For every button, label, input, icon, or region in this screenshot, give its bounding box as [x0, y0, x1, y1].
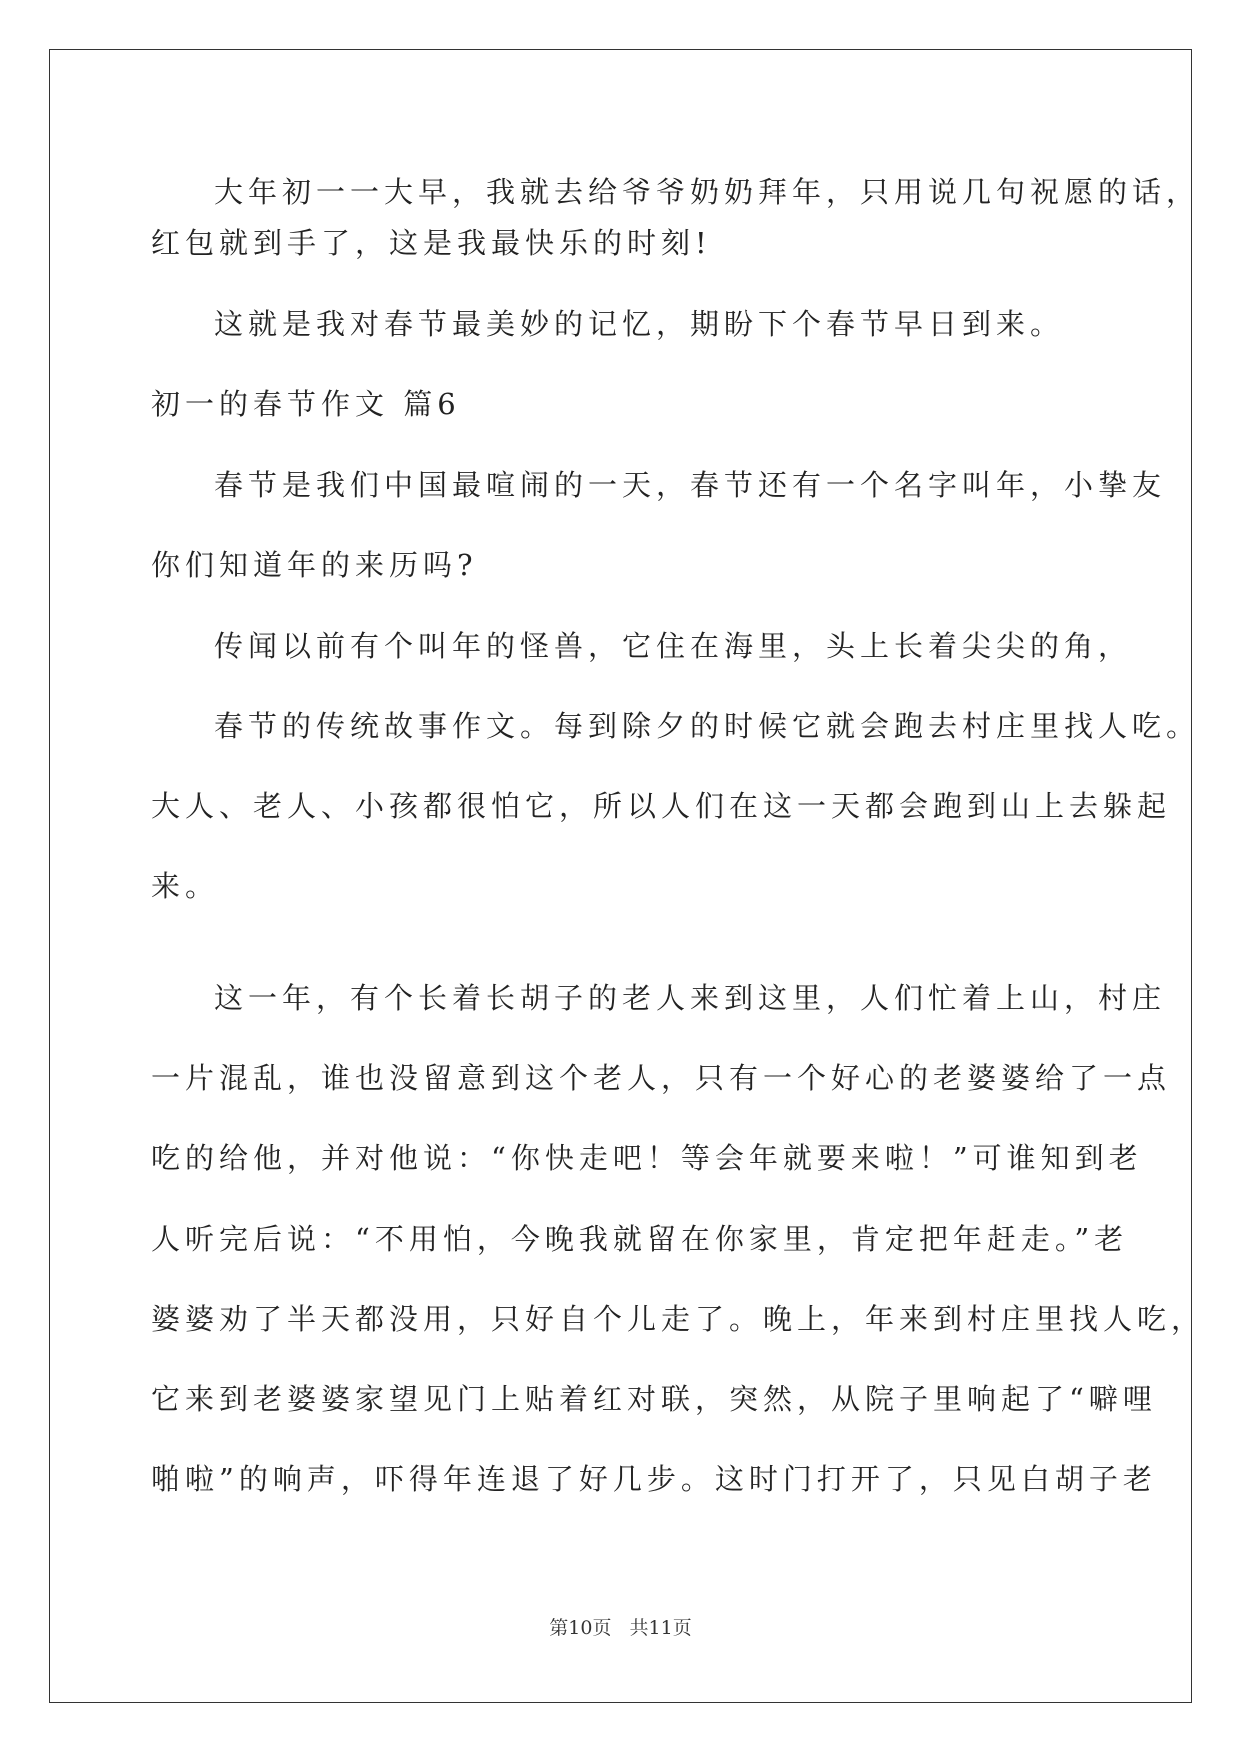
paragraph-line: 大年初一一大早，我就去给爷爷奶奶拜年，只用说几句祝愿的话， [214, 175, 1201, 209]
paragraph-line: 一片混乱，谁也没留意到这个老人，只有一个好心的老婆婆给了一点 [151, 1061, 1172, 1095]
page-number: 第10页 [549, 1617, 612, 1639]
paragraph-line: 这一年，有个长着长胡子的老人来到这里，人们忙着上山，村庄 [214, 981, 1167, 1015]
paragraph-line: 大人、老人、小孩都很怕它，所以人们在这一天都会跑到山上去躲起 [151, 789, 1172, 823]
page-border [49, 49, 1192, 1703]
paragraph-line: 来。 [151, 869, 220, 903]
page-total: 共11页 [629, 1617, 692, 1639]
paragraph-line: 吃的给他，并对他说：“你快走吧！等会年就要来啦！”可谁知到老 [151, 1141, 1143, 1175]
paragraph-line: 春节的传统故事作文。每到除夕的时候它就会跑去村庄里找人吃。 [214, 709, 1201, 743]
paragraph-line: 它来到老婆婆家望见门上贴着红对联，突然，从院子里响起了“噼哩 [151, 1382, 1157, 1416]
paragraph-line: 啪啦”的响声，吓得年连退了好几步。这时门打开了，只见白胡子老 [151, 1462, 1157, 1496]
paragraph-line: 人听完后说：“不用怕，今晚我就留在你家里，肯定把年赶走。”老 [151, 1222, 1129, 1256]
paragraph-line: 红包就到手了，这是我最快乐的时刻! [151, 226, 712, 260]
paragraph-line: 你们知道年的来历吗? [151, 548, 478, 582]
page-footer [0, 1613, 1241, 1640]
section-heading: 初一的春节作文 篇6 [151, 387, 461, 421]
paragraph-line: 这就是我对春节最美妙的记忆，期盼下个春节早日到来。 [214, 307, 1065, 341]
paragraph-line: 传闻以前有个叫年的怪兽，它住在海里，头上长着尖尖的角， [214, 629, 1133, 663]
paragraph-line: 春节是我们中国最喧闹的一天，春节还有一个名字叫年，小挚友 [214, 468, 1167, 502]
paragraph-line: 婆婆劝了半天都没用，只好自个儿走了。晚上，年来到村庄里找人吃， [151, 1302, 1206, 1336]
